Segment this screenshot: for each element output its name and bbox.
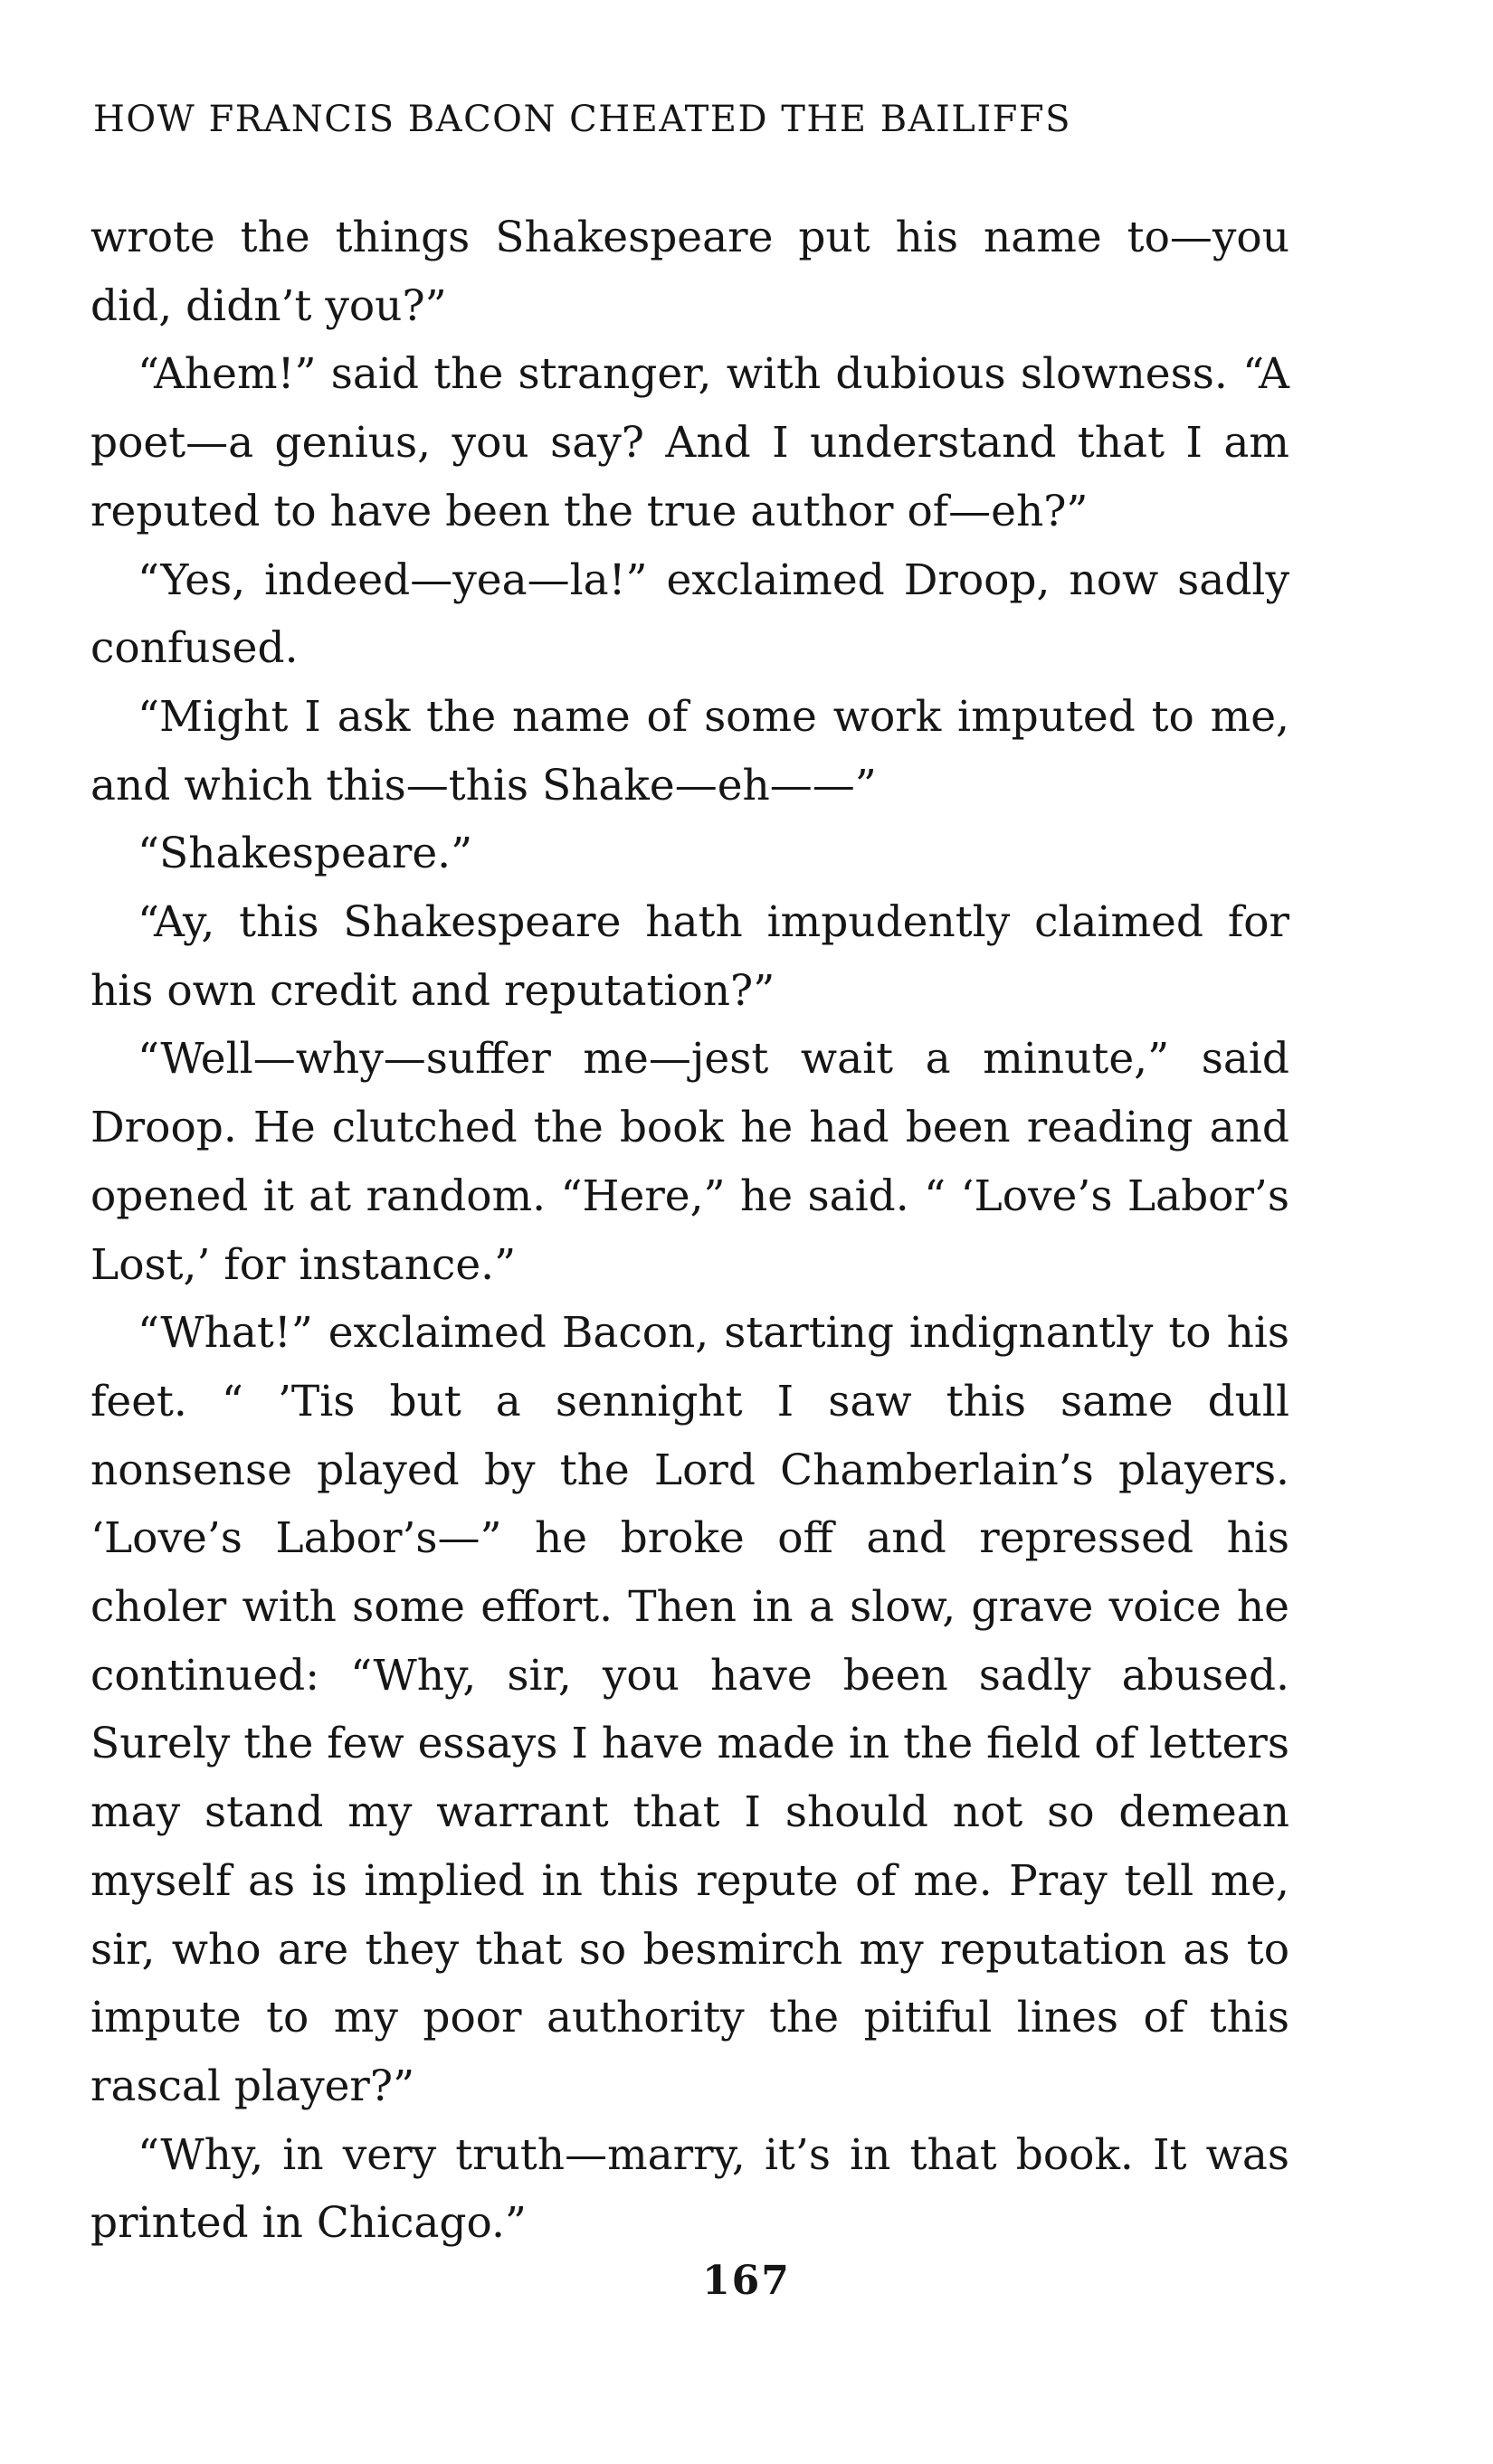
- body-text: [90, 204, 1289, 2258]
- paragraph: “What!” exclaimed Bacon, starting indignantly to his feet. “ ’Tis but a sennight I saw this same dull nonsense played by the Lord Chamberlain’s players. ‘Love’s Labor’s—” he broke off and repressed his choler with some effort. Then in a slow, grave voice he continued: “Why, sir, you have been sadly abused. Surely the few essays I have made in the field of letters may stand my warrant that I should not so demean myself as is implied in this repute of me. Pray tell me, sir, who are they that so besmirch my reputation as to impute to my poor authority the pitiful lines of this rascal player?”: [90, 1308, 1289, 2111]
- running-head: HOW FRANCIS BACON CHEATED THE BAILIFFS: [93, 99, 1072, 140]
- page-number: 167: [702, 2258, 791, 2304]
- paragraph: “Ahem!” said the stranger, with dubious slowness. “A poet—a genius, you say? And I understand that I am reputed to have been the true author of—eh?”: [90, 349, 1289, 536]
- paragraph: “Shakespeare.”: [138, 829, 473, 879]
- paragraph: “Well—why—suffer me—jest wait a minute,” said Droop. He clutched the book he had been reading and opened it at random. “Here,” he said. “ ‘Love’s Labor’s Lost,’ for instance.”: [90, 1034, 1289, 1290]
- paragraph: “Yes, indeed—yea—la!” exclaimed Droop, now sadly confused.: [90, 554, 1289, 674]
- paragraph: “Ay, this Shakespeare hath impudently claimed for his own credit and reputation?”: [90, 897, 1289, 1016]
- paragraph: “Why, in very truth—marry, it’s in that book. It was printed in Chicago.”: [90, 2129, 1289, 2249]
- paragraph-continued: wrote the things Shakespeare put his name to—you did, didn’t you?”: [90, 213, 1289, 331]
- paragraph: “Might I ask the name of some work imputed to me, and which this—this Shake—eh——”: [90, 691, 1289, 810]
